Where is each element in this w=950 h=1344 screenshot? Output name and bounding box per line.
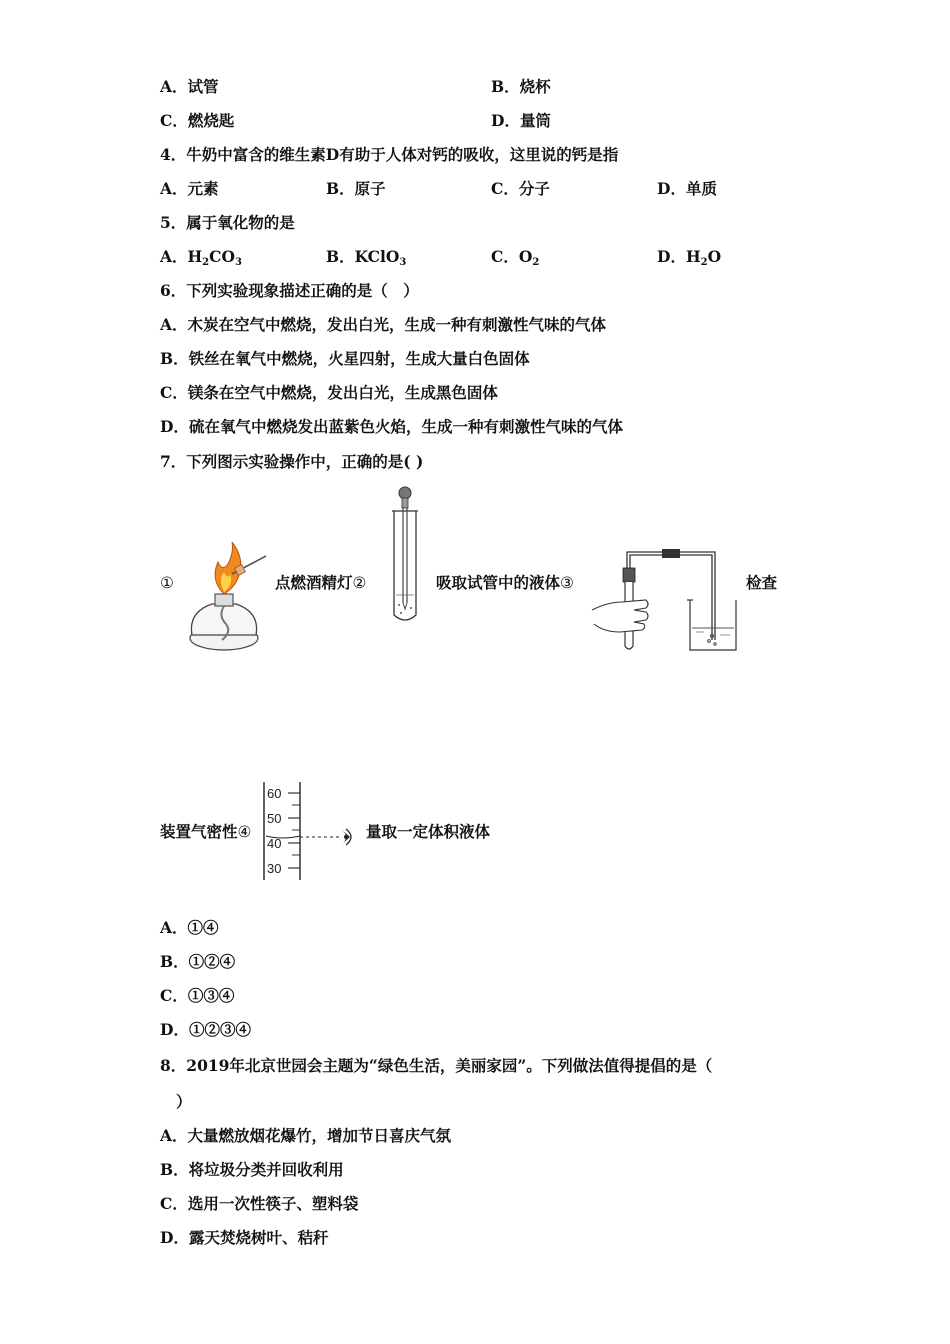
alcohol-lamp-figure	[182, 540, 272, 655]
airtightness-check-figure	[590, 540, 745, 655]
cylinder-tick-50: 50	[267, 811, 282, 826]
q7-figure-4-label: 量取一定体积液体	[366, 822, 491, 841]
q6-option-c: C．镁条在空气中燃烧，发出白光，生成黑色固体	[160, 383, 498, 402]
cylinder-tick-40: 40	[267, 836, 282, 851]
q4-option-b: B．原子	[326, 179, 386, 198]
q7-option-a: A．①④	[160, 918, 219, 937]
q4-option-c: C．分子	[491, 179, 550, 198]
q7-option-b: B．①②④	[160, 952, 236, 971]
q5-option-b: B．KClO$_3$	[326, 247, 407, 268]
q6-option-d: D．硫在氧气中燃烧发出蓝紫色火焰，生成一种有刺激性气味的气体	[160, 417, 623, 436]
q4-option-d: D．单质	[657, 179, 717, 198]
q6-option-a: A．木炭在空气中燃烧，发出白光，生成一种有刺激性气味的气体	[160, 315, 607, 334]
q8-stem-line1: 8．2019年北京世园会主题为“绿色生活，美丽家园”。下列做法值得提倡的是（	[160, 1056, 713, 1075]
q7-figure-1-label: 点燃酒精灯②	[275, 573, 367, 592]
cylinder-tick-60: 60	[267, 786, 282, 801]
q6-option-b: B．铁丝在氧气中燃烧，火星四射，生成大量白色固体	[160, 349, 530, 368]
q3-option-a: A．试管	[160, 77, 219, 96]
q5-option-c: C．$O_2$	[491, 247, 540, 268]
q8-option-c: C．选用一次性筷子、塑料袋	[160, 1194, 359, 1213]
q8-stem-line2: ）	[176, 1092, 192, 1111]
q7-option-d: D．①②③④	[160, 1020, 251, 1039]
q7-figure-3-label-part1: 检查	[746, 573, 778, 592]
q5-option-a: A．$H_2CO_3$	[160, 247, 242, 268]
q3-option-d: D．量筒	[491, 111, 551, 130]
graduated-cylinder-figure	[258, 780, 363, 880]
dropper-test-tube-figure	[388, 483, 422, 628]
q3-option-c: C．燃烧匙	[160, 111, 235, 130]
q4-option-a: A．元素	[160, 179, 219, 198]
q8-option-a: A．大量燃放烟花爆竹，增加节日喜庆气氛	[160, 1126, 452, 1145]
q7-option-c: C．①③④	[160, 986, 235, 1005]
q4-stem: 4．牛奶中富含的维生素D有助于人体对钙的吸收，这里说的钙是指	[160, 145, 619, 164]
q6-stem: 6．下列实验现象描述正确的是（ ）	[160, 281, 419, 300]
q3-option-b: B．烧杯	[491, 77, 551, 96]
q7-figure-3-label-part2: 装置气密性④	[160, 822, 252, 841]
cylinder-tick-30: 30	[267, 861, 282, 876]
q8-option-b: B．将垃圾分类并回收利用	[160, 1160, 344, 1179]
q5-stem: 5．属于氧化物的是	[160, 213, 295, 232]
q8-option-d: D．露天焚烧树叶、秸秆	[160, 1228, 329, 1247]
q7-stem: 7．下列图示实验操作中，正确的是( )	[160, 452, 424, 471]
q7-figure-2-label: 吸取试管中的液体③	[436, 573, 574, 592]
q7-figure-1-number: ①	[160, 574, 174, 592]
q5-option-d: D．$H_2O$	[657, 247, 722, 268]
